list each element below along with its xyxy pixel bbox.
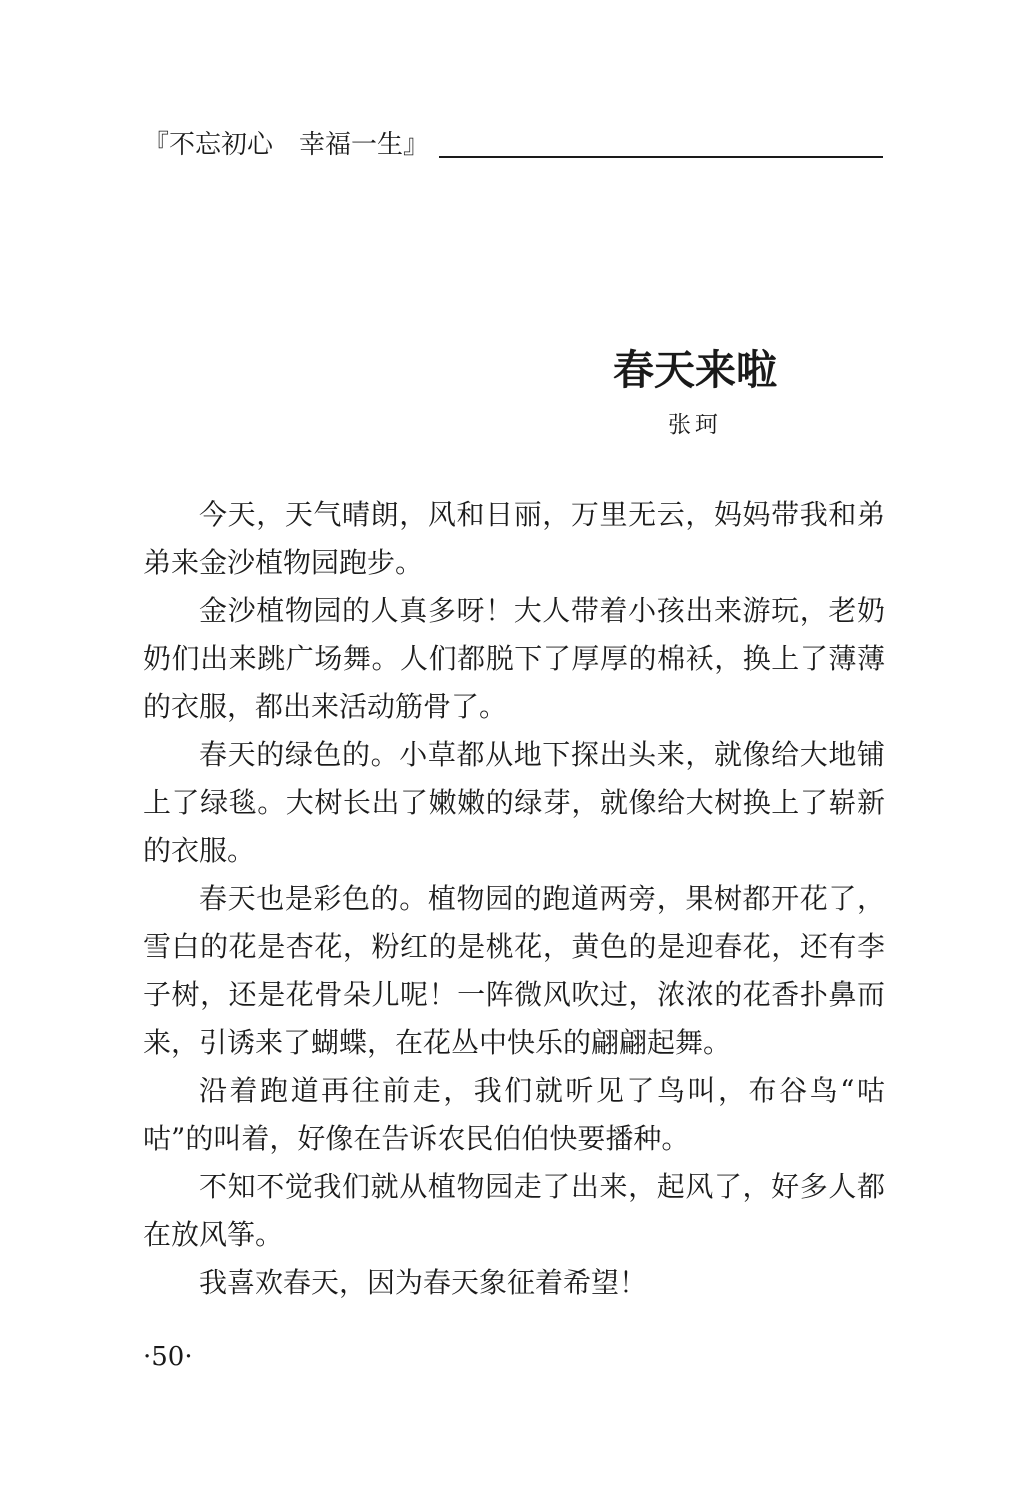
paragraph: 今天，天气晴朗，风和日丽，万里无云，妈妈带我和弟弟来金沙植物园跑步。 — [143, 498, 885, 579]
article-title: 春天来啦 — [613, 346, 777, 394]
article-author: 张珂 — [668, 412, 722, 438]
page-number: ·50· — [143, 1342, 193, 1372]
header-rule — [439, 156, 883, 158]
paragraph: 不知不觉我们就从植物园走了出来，起风了，好多人都在放风筝。 — [143, 1170, 885, 1251]
running-header-title: 『不忘初心 幸福一生』 — [143, 130, 430, 160]
paragraph: 春天也是彩色的。植物园的跑道两旁，果树都开花了，雪白的花是杏花，粉红的是桃花，黄色的是迎春花，还有李子树，还是花骨朵儿呢！一阵微风吹过，浓浓的花香扑鼻而来，引诱来了蝴蝶，在花丛中快乐的翩翩起舞。 — [143, 882, 885, 1059]
paragraph: 金沙植物园的人真多呀！大人带着小孩出来游玩，老奶奶们出来跳广场舞。人们都脱下了厚厚的棉袄，换上了薄薄的衣服，都出来活动筋骨了。 — [143, 594, 885, 723]
running-header — [143, 128, 883, 162]
paragraph: 我喜欢春天，因为春天象征着希望！ — [199, 1266, 648, 1299]
article-body — [143, 491, 885, 1307]
paragraph: 沿着跑道再往前走，我们就听见了鸟叫，布谷鸟“咕咕”的叫着，好像在告诉农民伯伯快要播种。 — [143, 1074, 885, 1155]
paragraph: 春天的绿色的。小草都从地下探出头来，就像给大地铺上了绿毯。大树长出了嫩嫩的绿芽，就像给大树换上了崭新的衣服。 — [143, 738, 885, 867]
